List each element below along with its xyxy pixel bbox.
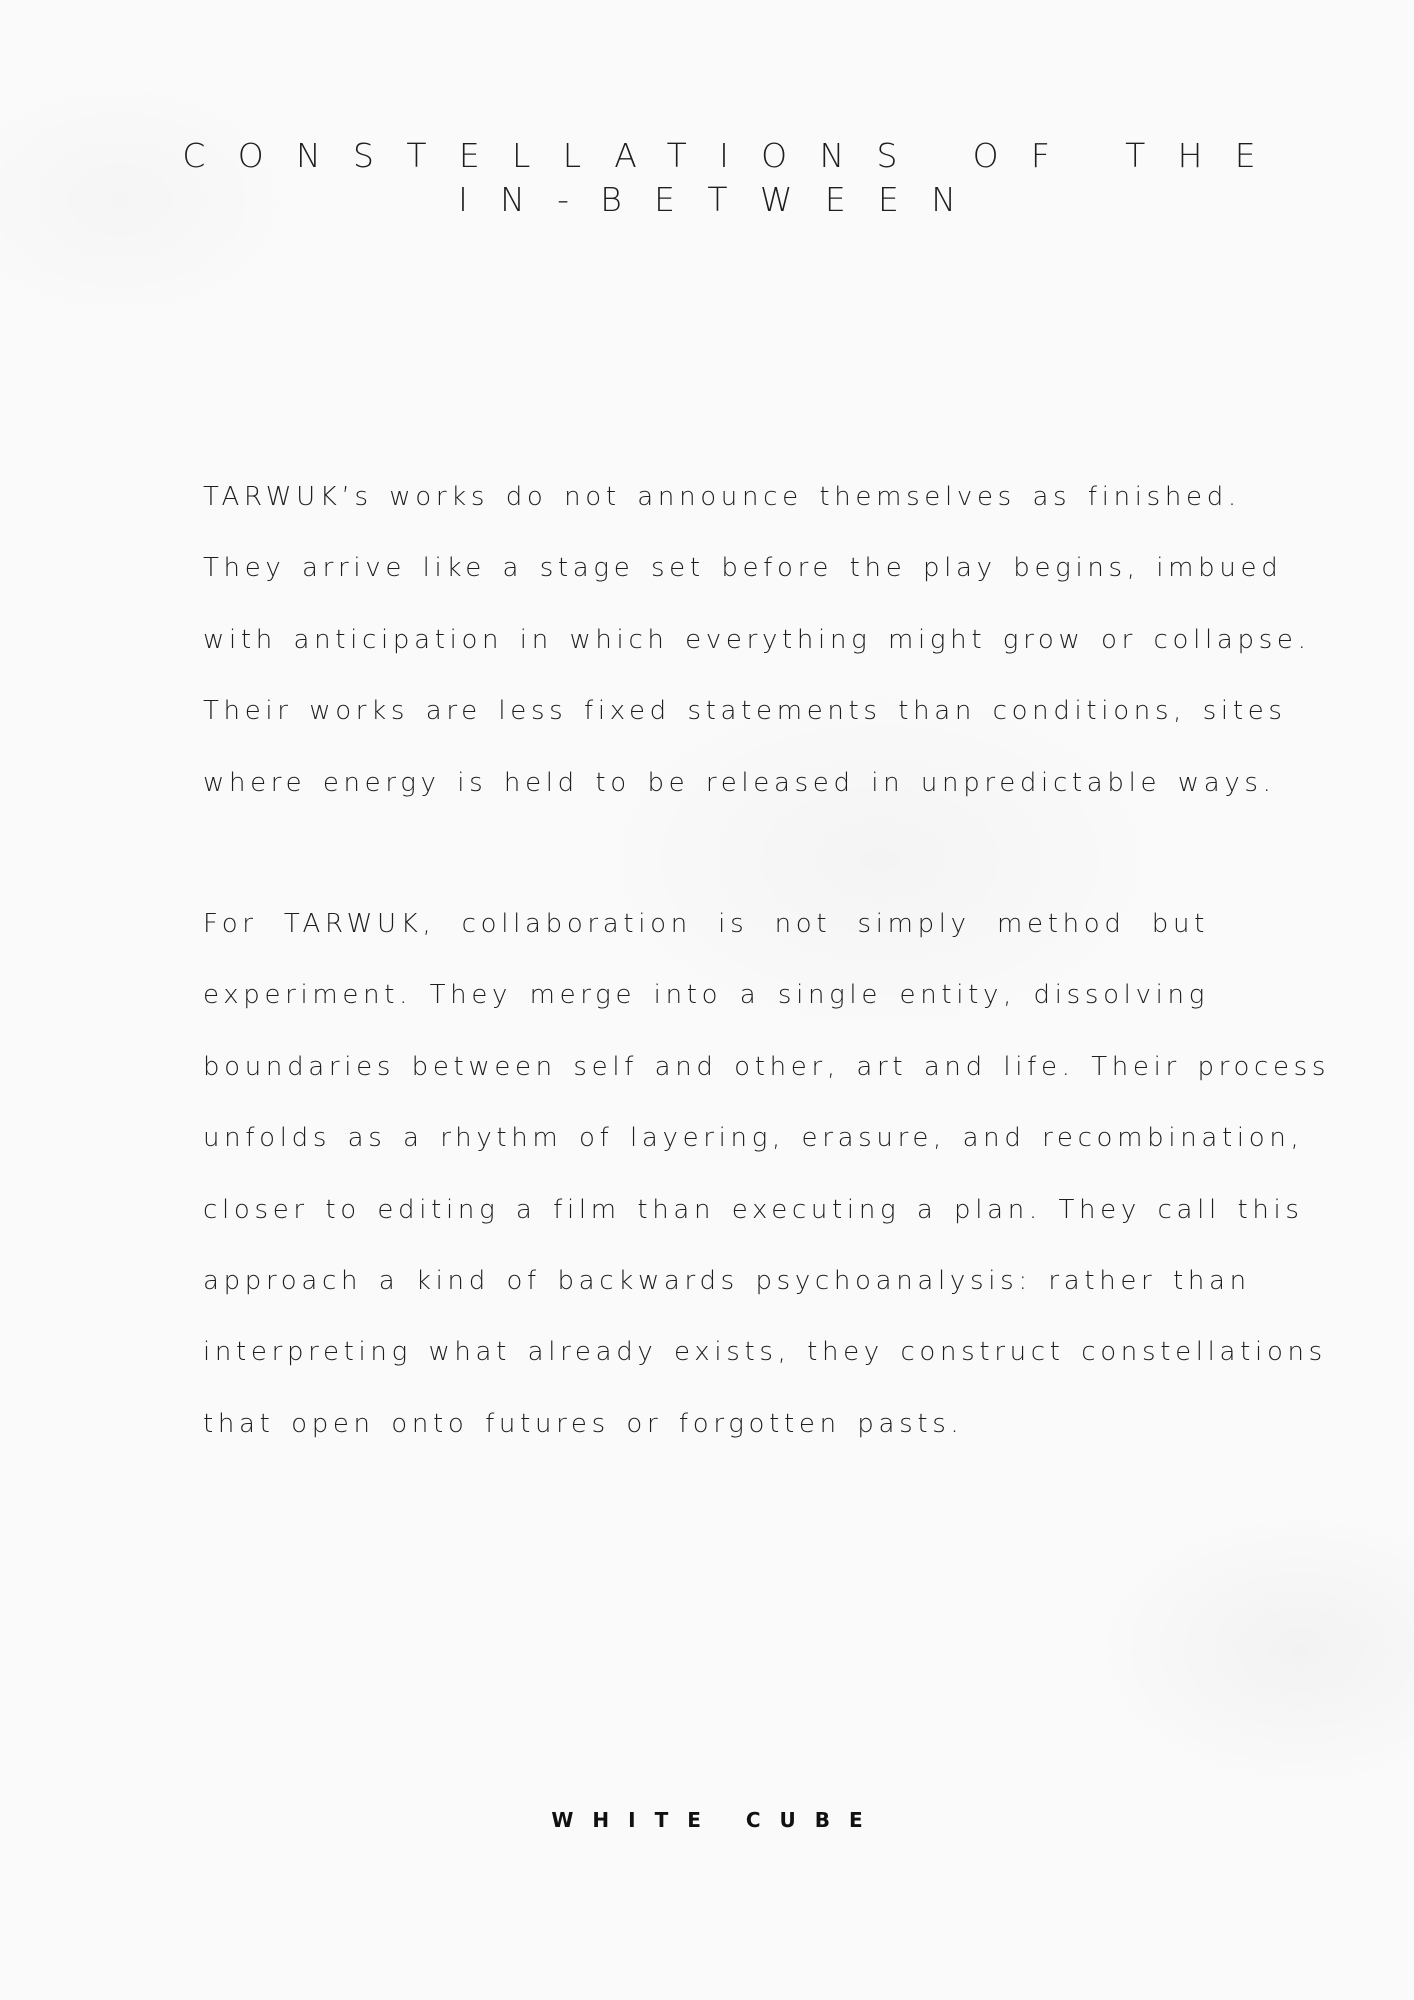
page-title [150,134,1288,222]
text-line: They arrive like a stage set before the play begins, imbued [203,553,1283,584]
text-line: experiment. They merge into a single entity, dissolving [203,980,1209,1011]
text-line: that open onto futures or forgotten pasts. [203,1408,964,1439]
text-line: boundaries between self and other, art and life. Their process [203,1051,1331,1082]
text-line: Their works are less fixed statements than conditions, sites [203,696,1287,727]
text-line: TARWUK’s works do not announce themselves as finished. [203,482,1241,512]
footer-brand: WHITE CUBE [551,1808,882,1832]
text-line: where energy is held to be released in unpredictable ways. [203,767,1276,798]
paragraph-1 [203,462,1311,819]
text-line: For TARWUK, collaboration is not simply method but [203,909,1209,940]
title-line: IN-BETWEEN [458,180,989,219]
body-text [203,462,1331,1530]
text-line: with anticipation in which everything might grow or collapse. [203,624,1311,655]
text-line: interpreting what already exists, they construct constellations [203,1337,1327,1368]
text-line: unfolds as a rhythm of layering, erasure, and recombination, [203,1123,1304,1154]
paragraph-2 [203,889,1331,1460]
text-line: approach a kind of backwards psychoanalysis: rather than [203,1266,1251,1297]
title-line: CONSTELLATIONS OF THE [182,136,1288,175]
text-line: closer to editing a film than executing a plan. They call this [203,1194,1304,1225]
